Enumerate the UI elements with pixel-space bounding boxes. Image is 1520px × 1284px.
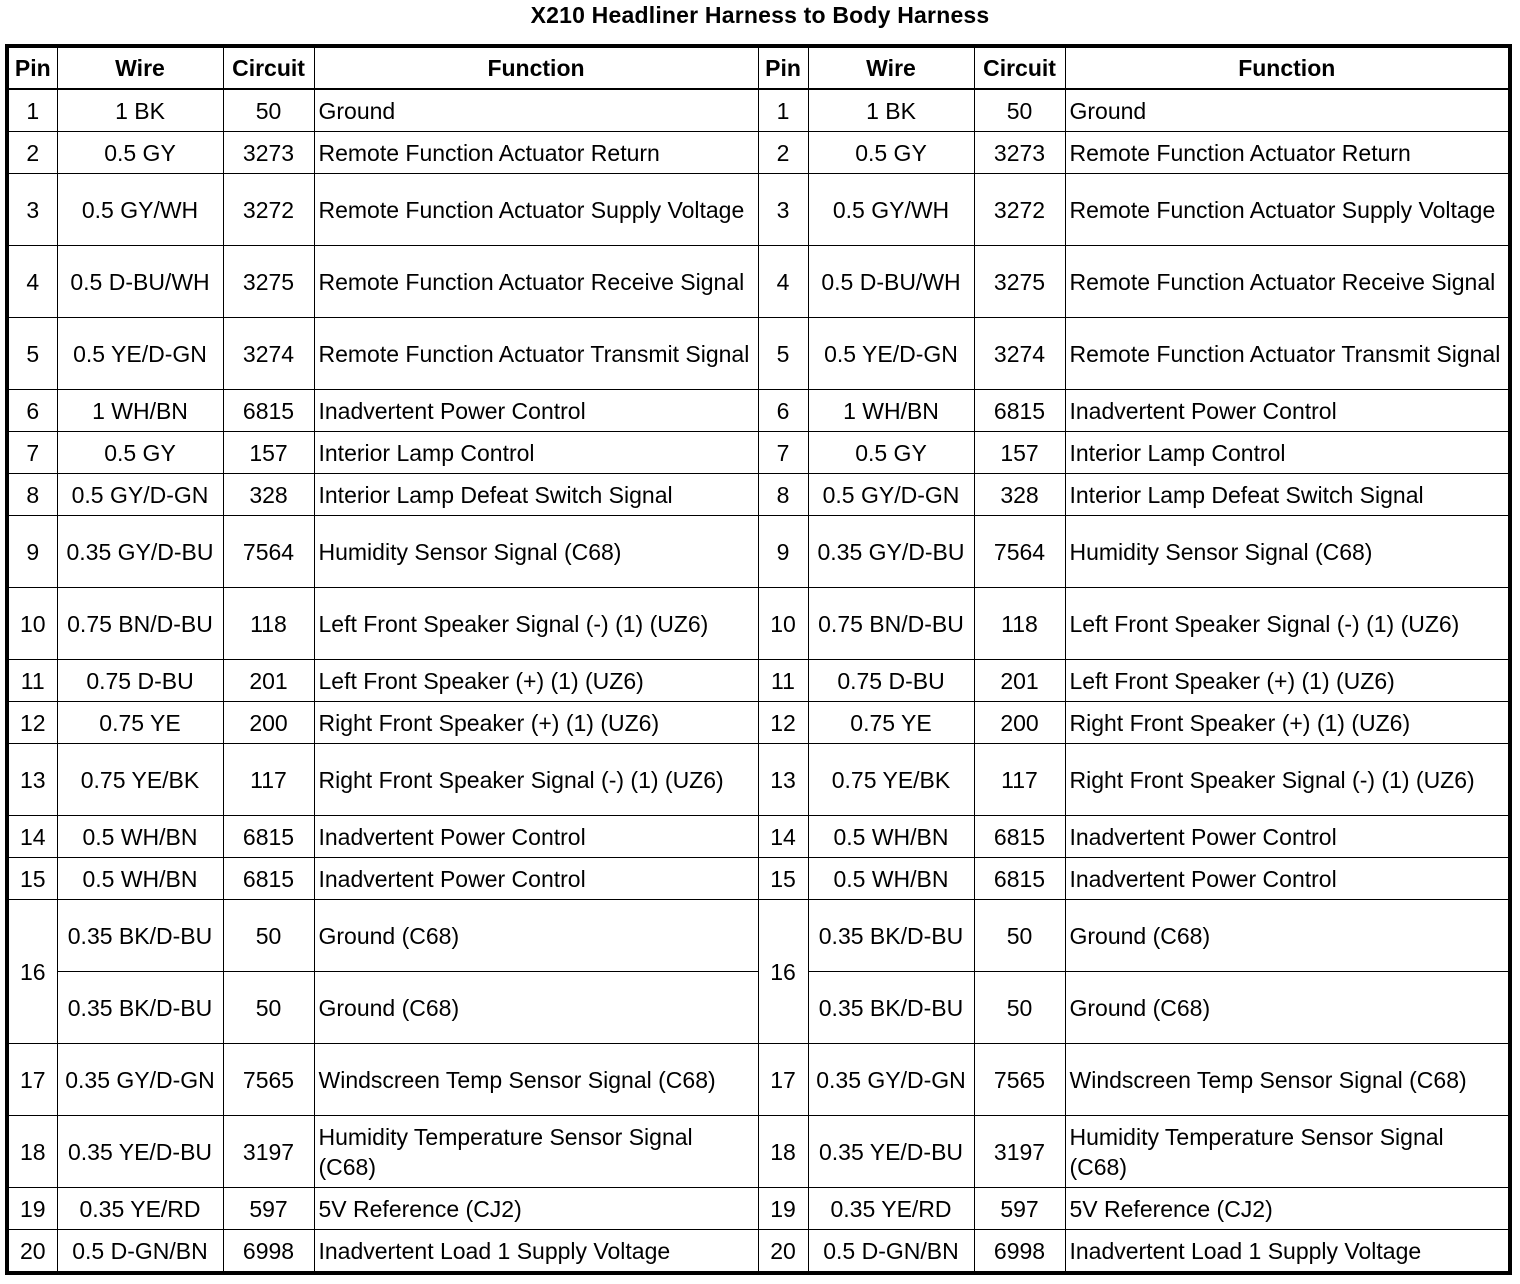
circuit-cell: 50 xyxy=(223,972,314,1044)
function-cell: Remote Function Actuator Transmit Signal xyxy=(1065,318,1510,390)
pin-cell: 2 xyxy=(758,132,808,174)
wire-cell: 0.35 YE/D-BU xyxy=(57,1116,223,1188)
circuit-cell: 117 xyxy=(974,744,1065,816)
function-cell: 5V Reference (CJ2) xyxy=(314,1188,758,1230)
wire-cell: 0.35 GY/D-BU xyxy=(57,516,223,588)
pin-cell: 5 xyxy=(7,318,57,390)
function-cell: Left Front Speaker (+) (1) (UZ6) xyxy=(314,660,758,702)
pin-cell: 11 xyxy=(7,660,57,702)
function-cell: Remote Function Actuator Return xyxy=(1065,132,1510,174)
wire-cell: 0.75 BN/D-BU xyxy=(808,588,974,660)
pin-cell: 6 xyxy=(758,390,808,432)
function-cell: Interior Lamp Control xyxy=(314,432,758,474)
circuit-cell: 3272 xyxy=(974,174,1065,246)
pin-cell: 7 xyxy=(758,432,808,474)
wire-cell: 0.5 GY/D-GN xyxy=(57,474,223,516)
pin-cell: 19 xyxy=(758,1188,808,1230)
circuit-cell: 7565 xyxy=(974,1044,1065,1116)
wire-cell: 0.35 YE/D-BU xyxy=(808,1116,974,1188)
pin-cell: 17 xyxy=(758,1044,808,1116)
circuit-cell: 200 xyxy=(974,702,1065,744)
pin-cell: 8 xyxy=(758,474,808,516)
function-cell: Interior Lamp Control xyxy=(1065,432,1510,474)
function-cell: Windscreen Temp Sensor Signal (C68) xyxy=(1065,1044,1510,1116)
function-cell: Left Front Speaker (+) (1) (UZ6) xyxy=(1065,660,1510,702)
circuit-cell: 3274 xyxy=(974,318,1065,390)
circuit-cell: 50 xyxy=(974,972,1065,1044)
wire-cell: 0.5 WH/BN xyxy=(57,816,223,858)
table-row xyxy=(7,132,1510,174)
pin-cell: 19 xyxy=(7,1188,57,1230)
pin-cell: 16 xyxy=(758,900,808,1044)
function-cell: Inadvertent Power Control xyxy=(314,816,758,858)
pin-cell: 3 xyxy=(758,174,808,246)
wire-cell: 0.5 GY/WH xyxy=(808,174,974,246)
circuit-cell: 328 xyxy=(223,474,314,516)
pin-cell: 14 xyxy=(758,816,808,858)
function-cell: Inadvertent Power Control xyxy=(314,858,758,900)
circuit-cell: 50 xyxy=(223,89,314,132)
circuit-cell: 3273 xyxy=(223,132,314,174)
function-cell: Remote Function Actuator Return xyxy=(314,132,758,174)
pin-cell: 17 xyxy=(7,1044,57,1116)
pin-cell: 12 xyxy=(758,702,808,744)
function-cell: Ground xyxy=(1065,89,1510,132)
wire-cell: 0.35 YE/RD xyxy=(57,1188,223,1230)
header-wire: Wire xyxy=(57,46,223,89)
circuit-cell: 7565 xyxy=(223,1044,314,1116)
function-cell: Remote Function Actuator Receive Signal xyxy=(1065,246,1510,318)
wire-cell: 0.75 YE/BK xyxy=(57,744,223,816)
function-cell: Humidity Sensor Signal (C68) xyxy=(314,516,758,588)
wire-cell: 0.35 GY/D-GN xyxy=(808,1044,974,1116)
function-cell: Ground xyxy=(314,89,758,132)
header-pin: Pin xyxy=(7,46,57,89)
pin-cell: 1 xyxy=(7,89,57,132)
table-row xyxy=(7,246,1510,318)
function-cell: Inadvertent Power Control xyxy=(1065,390,1510,432)
table-row xyxy=(7,1044,1510,1116)
wire-cell: 0.5 D-GN/BN xyxy=(808,1230,974,1274)
function-cell: 5V Reference (CJ2) xyxy=(1065,1188,1510,1230)
circuit-cell: 3275 xyxy=(974,246,1065,318)
wire-cell: 0.75 YE xyxy=(57,702,223,744)
function-cell: Left Front Speaker Signal (-) (1) (UZ6) xyxy=(1065,588,1510,660)
pin-cell: 6 xyxy=(7,390,57,432)
function-cell: Inadvertent Power Control xyxy=(1065,858,1510,900)
circuit-cell: 50 xyxy=(974,89,1065,132)
wire-cell: 0.5 GY xyxy=(808,432,974,474)
circuit-cell: 6815 xyxy=(223,858,314,900)
circuit-cell: 50 xyxy=(974,900,1065,972)
wire-cell: 0.5 GY/WH xyxy=(57,174,223,246)
wire-cell: 0.35 BK/D-BU xyxy=(808,900,974,972)
table-row xyxy=(7,900,1510,972)
circuit-cell: 3272 xyxy=(223,174,314,246)
header-wire: Wire xyxy=(808,46,974,89)
wire-cell: 0.5 WH/BN xyxy=(808,816,974,858)
circuit-cell: 3273 xyxy=(974,132,1065,174)
pin-cell: 7 xyxy=(7,432,57,474)
circuit-cell: 118 xyxy=(974,588,1065,660)
pin-cell: 10 xyxy=(7,588,57,660)
wire-cell: 0.35 BK/D-BU xyxy=(808,972,974,1044)
circuit-cell: 7564 xyxy=(223,516,314,588)
table-row xyxy=(7,588,1510,660)
pin-cell: 10 xyxy=(758,588,808,660)
table-row xyxy=(7,816,1510,858)
function-cell: Windscreen Temp Sensor Signal (C68) xyxy=(314,1044,758,1116)
header-row xyxy=(7,46,1510,89)
wire-cell: 0.35 GY/D-GN xyxy=(57,1044,223,1116)
circuit-cell: 200 xyxy=(223,702,314,744)
function-cell: Interior Lamp Defeat Switch Signal xyxy=(1065,474,1510,516)
function-cell: Right Front Speaker (+) (1) (UZ6) xyxy=(1065,702,1510,744)
wire-cell: 1 WH/BN xyxy=(808,390,974,432)
wire-cell: 0.75 D-BU xyxy=(808,660,974,702)
wire-cell: 0.5 WH/BN xyxy=(808,858,974,900)
pin-cell: 18 xyxy=(7,1116,57,1188)
pin-cell: 12 xyxy=(7,702,57,744)
function-cell: Right Front Speaker (+) (1) (UZ6) xyxy=(314,702,758,744)
table-row xyxy=(7,1188,1510,1230)
circuit-cell: 117 xyxy=(223,744,314,816)
wire-cell: 0.5 YE/D-GN xyxy=(57,318,223,390)
circuit-cell: 157 xyxy=(223,432,314,474)
wire-cell: 0.5 GY/D-GN xyxy=(808,474,974,516)
wire-cell: 0.35 GY/D-BU xyxy=(808,516,974,588)
wire-cell: 0.75 D-BU xyxy=(57,660,223,702)
function-cell: Right Front Speaker Signal (-) (1) (UZ6) xyxy=(1065,744,1510,816)
wire-cell: 1 BK xyxy=(57,89,223,132)
circuit-cell: 3197 xyxy=(974,1116,1065,1188)
wire-cell: 1 BK xyxy=(808,89,974,132)
pin-cell: 15 xyxy=(7,858,57,900)
function-cell: Ground (C68) xyxy=(314,900,758,972)
pin-cell: 4 xyxy=(758,246,808,318)
table-row xyxy=(7,660,1510,702)
wire-cell: 1 WH/BN xyxy=(57,390,223,432)
pin-cell: 3 xyxy=(7,174,57,246)
wire-cell: 0.5 D-GN/BN xyxy=(57,1230,223,1274)
pin-cell: 8 xyxy=(7,474,57,516)
function-cell: Inadvertent Power Control xyxy=(1065,816,1510,858)
table-row xyxy=(7,858,1510,900)
connector-pinout-table xyxy=(5,44,1512,1275)
wire-cell: 0.5 D-BU/WH xyxy=(57,246,223,318)
pin-cell: 5 xyxy=(758,318,808,390)
header-pin: Pin xyxy=(758,46,808,89)
wire-cell: 0.5 GY xyxy=(57,432,223,474)
pin-cell: 13 xyxy=(758,744,808,816)
wire-cell: 0.5 GY xyxy=(57,132,223,174)
circuit-cell: 6815 xyxy=(974,390,1065,432)
pin-cell: 2 xyxy=(7,132,57,174)
table-row xyxy=(7,744,1510,816)
table-row xyxy=(7,516,1510,588)
function-cell: Interior Lamp Defeat Switch Signal xyxy=(314,474,758,516)
table-row xyxy=(7,702,1510,744)
wire-cell: 0.75 YE/BK xyxy=(808,744,974,816)
table-row xyxy=(7,89,1510,132)
wire-cell: 0.5 D-BU/WH xyxy=(808,246,974,318)
pin-cell: 9 xyxy=(7,516,57,588)
header-circuit: Circuit xyxy=(223,46,314,89)
header-function: Function xyxy=(314,46,758,89)
wire-cell: 0.75 YE xyxy=(808,702,974,744)
function-cell: Remote Function Actuator Supply Voltage xyxy=(1065,174,1510,246)
function-cell: Humidity Sensor Signal (C68) xyxy=(1065,516,1510,588)
table-row xyxy=(7,1116,1510,1188)
function-cell: Remote Function Actuator Receive Signal xyxy=(314,246,758,318)
circuit-cell: 597 xyxy=(223,1188,314,1230)
circuit-cell: 7564 xyxy=(974,516,1065,588)
header-circuit: Circuit xyxy=(974,46,1065,89)
function-cell: Remote Function Actuator Supply Voltage xyxy=(314,174,758,246)
circuit-cell: 201 xyxy=(223,660,314,702)
circuit-cell: 3275 xyxy=(223,246,314,318)
function-cell: Humidity Temperature Sensor Signal (C68) xyxy=(1065,1116,1510,1188)
function-cell: Remote Function Actuator Transmit Signal xyxy=(314,318,758,390)
wire-cell: 0.5 YE/D-GN xyxy=(808,318,974,390)
circuit-cell: 597 xyxy=(974,1188,1065,1230)
circuit-cell: 6815 xyxy=(223,390,314,432)
pin-cell: 9 xyxy=(758,516,808,588)
pin-cell: 13 xyxy=(7,744,57,816)
pin-cell: 4 xyxy=(7,246,57,318)
circuit-cell: 3197 xyxy=(223,1116,314,1188)
pin-cell: 18 xyxy=(758,1116,808,1188)
table-row xyxy=(7,474,1510,516)
table-row xyxy=(7,1230,1510,1274)
table-row xyxy=(7,174,1510,246)
pin-cell: 11 xyxy=(758,660,808,702)
circuit-cell: 328 xyxy=(974,474,1065,516)
circuit-cell: 201 xyxy=(974,660,1065,702)
wire-cell: 0.35 BK/D-BU xyxy=(57,900,223,972)
function-cell: Right Front Speaker Signal (-) (1) (UZ6) xyxy=(314,744,758,816)
wire-cell: 0.5 WH/BN xyxy=(57,858,223,900)
table-row xyxy=(7,432,1510,474)
circuit-cell: 6998 xyxy=(223,1230,314,1274)
wire-cell: 0.35 BK/D-BU xyxy=(57,972,223,1044)
function-cell: Ground (C68) xyxy=(314,972,758,1044)
circuit-cell: 6998 xyxy=(974,1230,1065,1274)
circuit-cell: 3274 xyxy=(223,318,314,390)
function-cell: Ground (C68) xyxy=(1065,900,1510,972)
pin-cell: 16 xyxy=(7,900,57,1044)
function-cell: Inadvertent Power Control xyxy=(314,390,758,432)
circuit-cell: 6815 xyxy=(974,858,1065,900)
function-cell: Ground (C68) xyxy=(1065,972,1510,1044)
table-title: X210 Headliner Harness to Body Harness xyxy=(530,2,990,28)
pin-cell: 20 xyxy=(7,1230,57,1274)
wire-cell: 0.75 BN/D-BU xyxy=(57,588,223,660)
function-cell: Humidity Temperature Sensor Signal (C68) xyxy=(314,1116,758,1188)
function-cell: Inadvertent Load 1 Supply Voltage xyxy=(1065,1230,1510,1274)
pin-cell: 15 xyxy=(758,858,808,900)
table-row xyxy=(7,318,1510,390)
circuit-cell: 118 xyxy=(223,588,314,660)
pin-cell: 1 xyxy=(758,89,808,132)
circuit-cell: 157 xyxy=(974,432,1065,474)
function-cell: Left Front Speaker Signal (-) (1) (UZ6) xyxy=(314,588,758,660)
wire-cell: 0.5 GY xyxy=(808,132,974,174)
pin-cell: 14 xyxy=(7,816,57,858)
circuit-cell: 6815 xyxy=(223,816,314,858)
table-row xyxy=(7,390,1510,432)
function-cell: Inadvertent Load 1 Supply Voltage xyxy=(314,1230,758,1274)
circuit-cell: 6815 xyxy=(974,816,1065,858)
header-function: Function xyxy=(1065,46,1510,89)
wire-cell: 0.35 YE/RD xyxy=(808,1188,974,1230)
pin-cell: 20 xyxy=(758,1230,808,1274)
circuit-cell: 50 xyxy=(223,900,314,972)
